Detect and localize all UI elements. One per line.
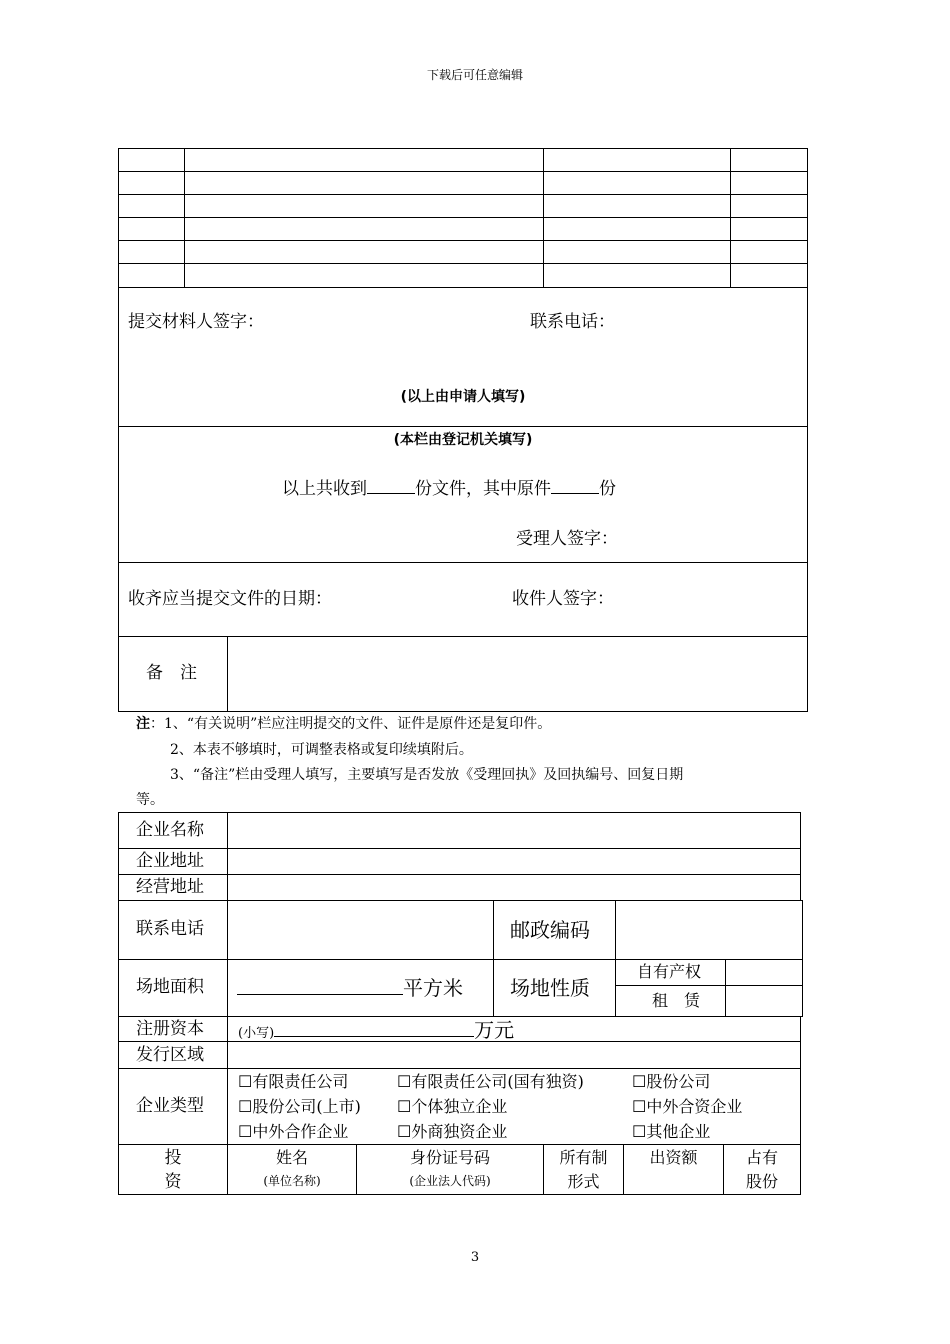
col-id-sub: (企业法人代码) xyxy=(409,1174,491,1188)
received-original-blank[interactable] xyxy=(551,493,599,494)
type-option-llc[interactable]: ☐有限责任公司 xyxy=(238,1072,349,1091)
site-owned-label: 自有产权 xyxy=(637,962,702,981)
col-name-sub: (单位名称) xyxy=(263,1174,321,1188)
col-ownership-1: 所有制 xyxy=(559,1148,608,1167)
received-total-blank[interactable] xyxy=(367,493,415,494)
invest-label-2: 资 xyxy=(164,1172,182,1192)
applicant-note: (以上由申请人填写) xyxy=(400,389,526,405)
capital-unit: 万元 xyxy=(474,1018,515,1042)
received-suffix: 份 xyxy=(599,479,616,499)
contact-phone-label: 联系电话： xyxy=(530,312,615,332)
note-line-3-cont: 等。 xyxy=(136,792,164,808)
issue-region-label: 发行区域 xyxy=(136,1045,204,1065)
enterprise-type-label: 企业类型 xyxy=(136,1096,204,1116)
type-option-listed[interactable]: ☐股份公司(上市) xyxy=(238,1097,361,1116)
note-1-text: ：1、“有关说明”栏应注明提交的文件、证件是原件还是复印件。 xyxy=(150,716,552,732)
company-address-label: 企业地址 xyxy=(136,851,204,871)
received-prefix: 以上共收到 xyxy=(282,479,367,499)
received-count-line xyxy=(282,481,616,498)
type-option-other[interactable]: ☐其他企业 xyxy=(632,1122,711,1141)
type-option-jv[interactable]: ☐中外合资企业 xyxy=(632,1097,743,1116)
site-area-label: 场地面积 xyxy=(136,977,204,997)
authority-note: (本栏由登记机关填写) xyxy=(393,432,533,448)
col-amount-header: 出资额 xyxy=(649,1148,698,1167)
capital-lower-label: (小写) xyxy=(238,1026,275,1041)
note-line-3: 3、“备注”栏由受理人填写，主要填写是否发放《受理回执》及回执编号、回复日期 xyxy=(170,767,684,783)
acceptor-sign-label: 受理人签字： xyxy=(516,529,618,549)
submitter-sign-label: 提交材料人签字： xyxy=(128,312,264,332)
site-area-blank[interactable] xyxy=(237,994,403,995)
company-phone-label: 联系电话 xyxy=(136,919,204,939)
type-option-llc-state[interactable]: ☐有限责任公司(国有独资) xyxy=(397,1072,584,1091)
registered-capital-label: 注册资本 xyxy=(136,1019,204,1039)
type-option-foreign[interactable]: ☐外商独资企业 xyxy=(397,1122,508,1141)
invest-label-1: 投 xyxy=(164,1148,182,1168)
type-option-coop[interactable]: ☐中外合作企业 xyxy=(238,1122,349,1141)
col-share-2: 股份 xyxy=(745,1172,778,1191)
receiver-sign-label: 收件人签字： xyxy=(512,589,614,609)
site-nature-label: 场地性质 xyxy=(510,976,590,1000)
site-lease-label: 租 赁 xyxy=(652,991,701,1010)
note-line-1 xyxy=(136,717,551,731)
received-mid: 份文件，其中原件 xyxy=(415,479,551,499)
site-area-line xyxy=(237,978,463,998)
complete-date-label: 收齐应当提交文件的日期： xyxy=(128,589,332,609)
col-ownership-2: 形式 xyxy=(567,1172,600,1191)
page-number: 3 xyxy=(470,1250,480,1265)
type-option-joint-stock[interactable]: ☐股份公司 xyxy=(632,1072,711,1091)
note-line-2: 2、本表不够填时，可调整表格或复印续填附后。 xyxy=(170,742,473,758)
col-share-1: 占有 xyxy=(745,1148,778,1167)
business-address-label: 经营地址 xyxy=(136,877,204,897)
capital-blank[interactable] xyxy=(274,1036,474,1037)
note-lead: 注 xyxy=(136,716,150,732)
page-header: 下载后可任意编辑 xyxy=(426,68,523,82)
col-name-header: 姓名 xyxy=(275,1148,308,1167)
postcode-label: 邮政编码 xyxy=(510,918,590,942)
remarks-label: 备 注 xyxy=(146,663,197,683)
site-area-unit: 平方米 xyxy=(403,976,463,1000)
col-id-header: 身份证号码 xyxy=(409,1148,490,1167)
company-name-label: 企业名称 xyxy=(136,820,204,840)
type-option-sole[interactable]: ☐个体独立企业 xyxy=(397,1097,508,1116)
capital-line xyxy=(238,1020,514,1040)
